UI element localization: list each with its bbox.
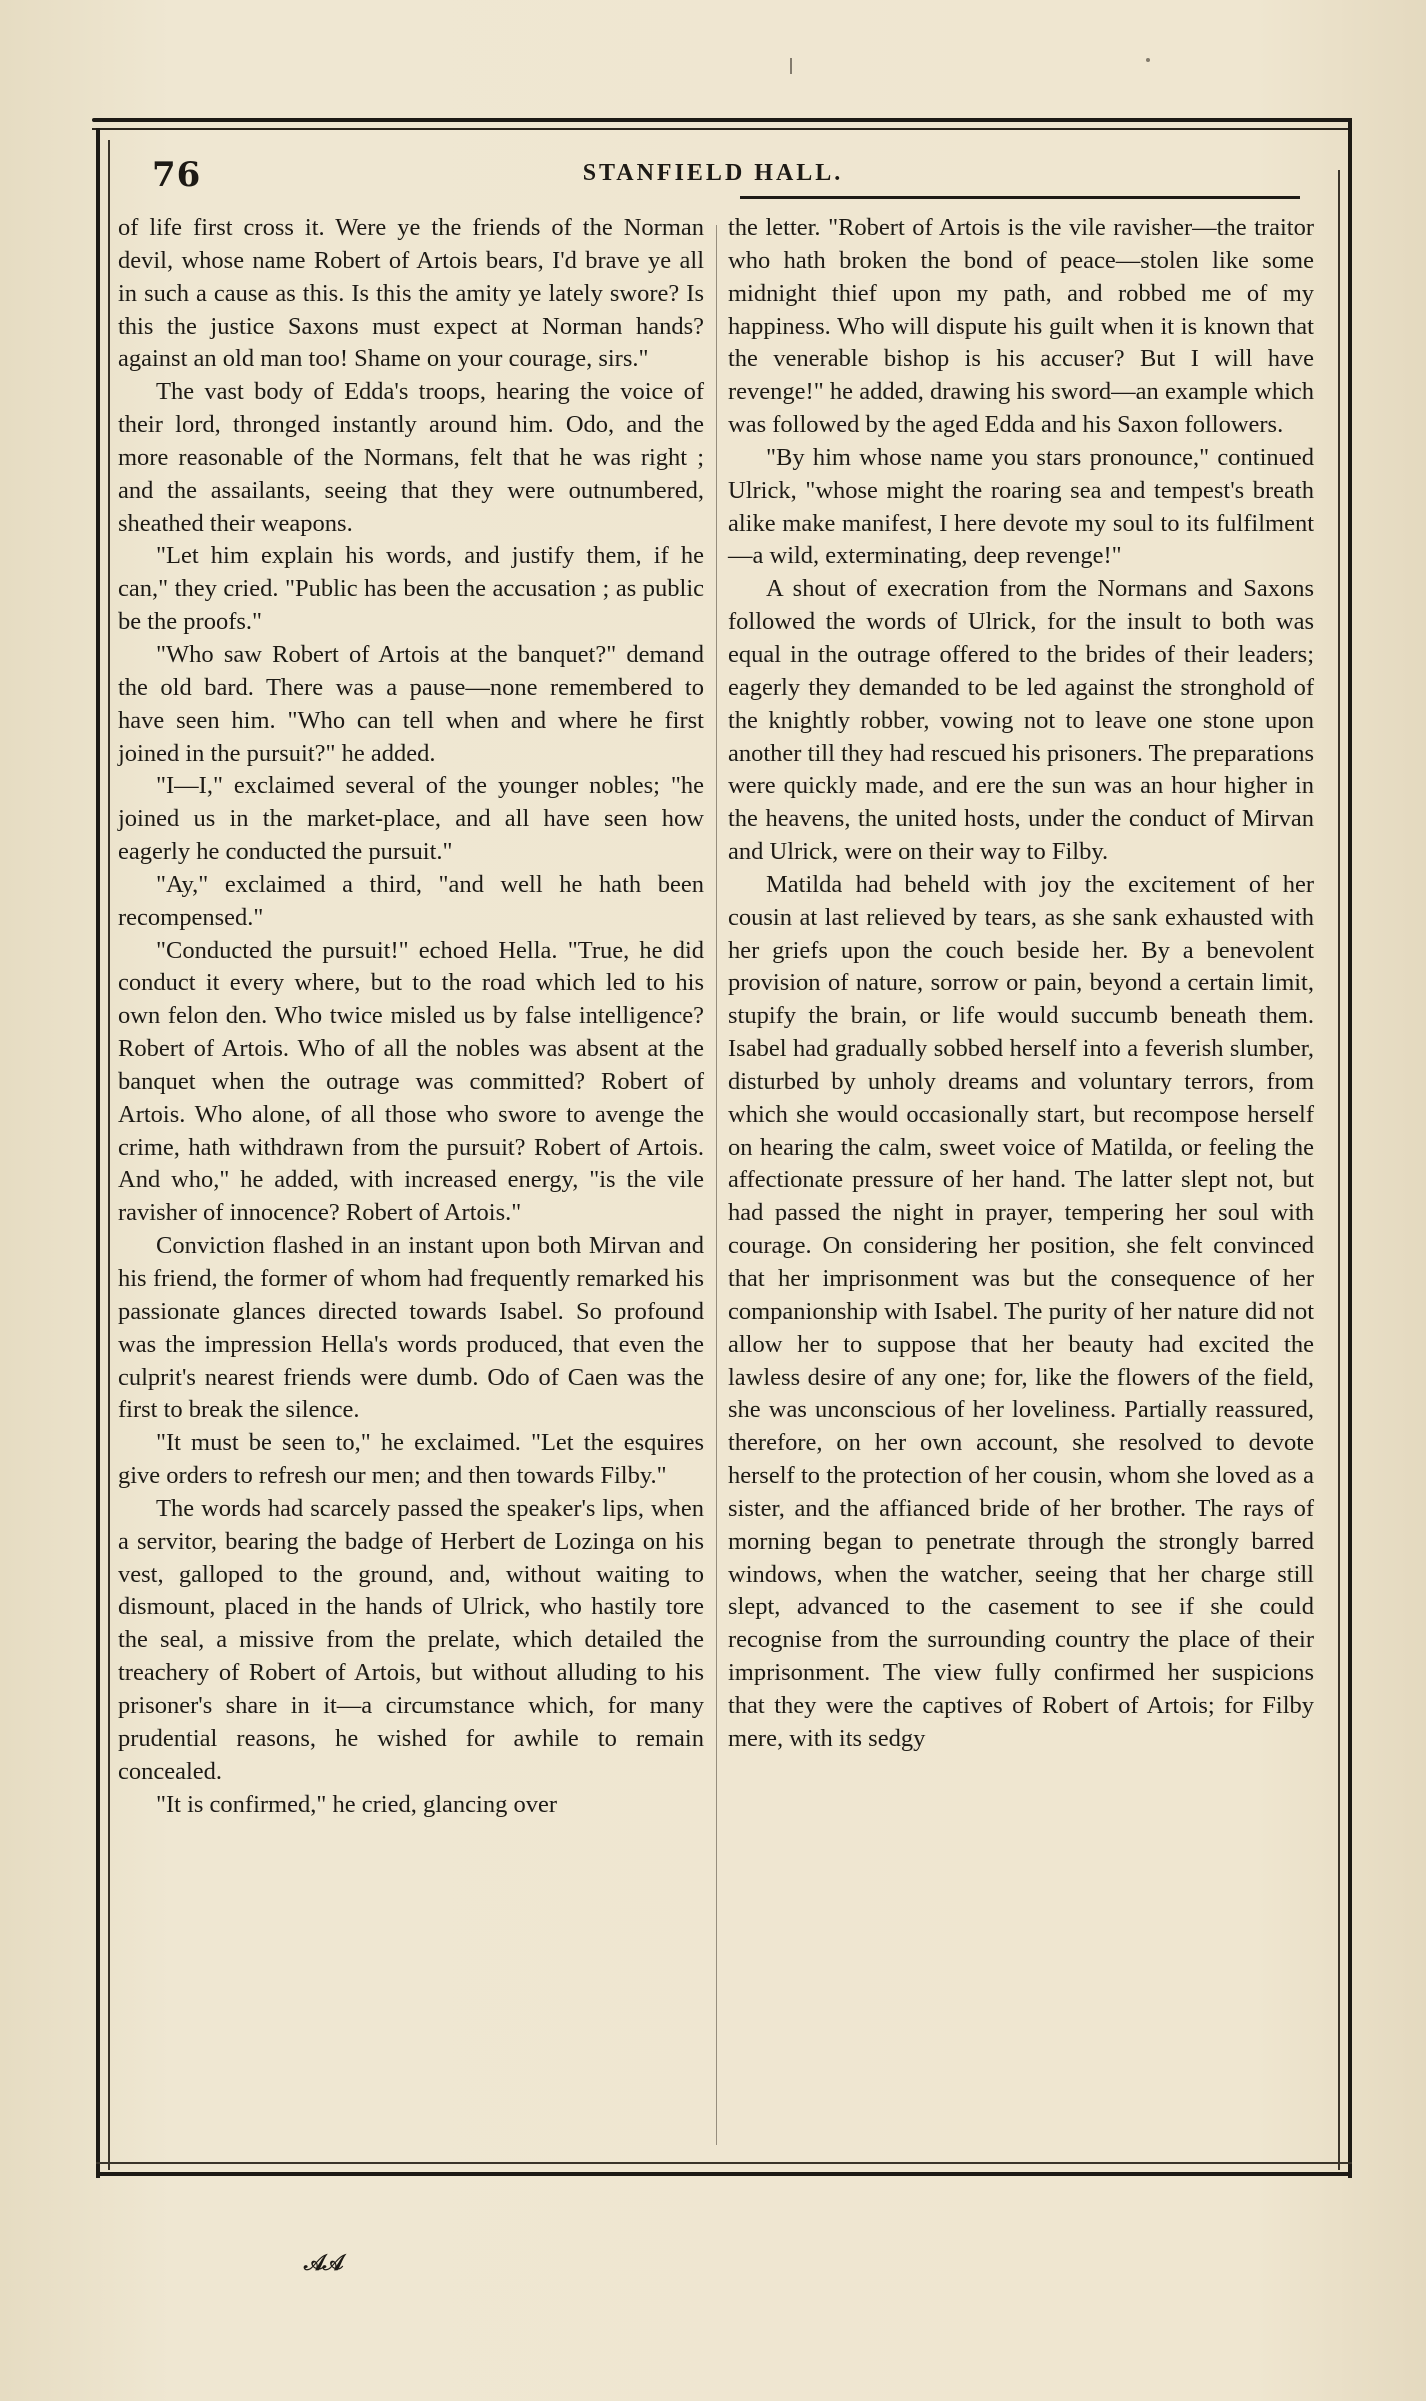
paper-mark (1146, 58, 1150, 62)
header-rule (740, 196, 1300, 199)
top-border-rule-inner (92, 128, 1352, 130)
paper-mark (790, 58, 792, 74)
signature-mark: 𝒜𝒜 (304, 2250, 342, 2276)
running-title: STANFIELD HALL. (582, 160, 844, 186)
paragraph: The words had scarcely passed the speaker's lips, when a servitor, bearing the badge of Herbert de Lozinga on his vest, galloped to the ground, and, without waiting to dismount, placed in the hands of Ulrick, who hastily tore the seal, a missive from the prelate, which detailed the treachery of Robert of Artois, but without alluding to his prisoner's share in it—a circumstance which, for many prudential reasons, he wished for awhile to remain concealed. (118, 1494, 704, 1785)
paragraph: "It is confirmed," he cried, glancing over (156, 1790, 557, 1818)
bottom-border-rule-inner (96, 2162, 1352, 2164)
paragraph: "Let him explain his words, and justify them, if he can," they cried. "Public has been the accusation ; as public be the proofs." (118, 542, 704, 636)
paragraph: "Who saw Robert of Artois at the banquet?" demand the old bard. There was a pause—none remembered to have seen him. "Who can tell when and where he first joined in the pursuit?" he added. (118, 640, 704, 767)
paragraph: of life first cross it. Were ye the friends of the Norman devil, whose name Robert of Artois bears, I'd brave ye all in such a cause as this. Is this the amity ye lately swore? Is this the justice Saxons must expect at Norman hands? against an old man too! Shame on your courage, sirs." (118, 214, 704, 373)
right-border-rule (1348, 118, 1352, 2178)
left-border-rule-inner (108, 140, 110, 2170)
paragraph: Matilda had beheld with joy the excitement of her cousin at last relieved by tears, as she sank exhausted with her griefs upon the couch beside her. By a benevolent provision of nature, sorrow or pain, beyond a certain limit, stupify the brain, or life would succumb beneath them. Isabel had gradually sobbed herself into a feverish slumber, disturbed by unholy dreams and voluntary terrors, from which she would occasionally start, but recompose herself on hearing the calm, sweet voice of Matilda, or feeling the affectionate pressure of her hand. The latter slept not, but had passed the night in prayer, tempering her soul with courage. On considering her position, she felt convinced that her imprisonment was but the consequence of her companionship with Isabel. The purity of her nature did not allow her to suppose that her beauty had excited the lawless desire of any one; for, like the flowers of the field, she was unconscious of her loveliness. Partially reassured, therefore, on her own account, she resolved to devote herself to the protection of her cousin, whom she loved as a sister, and the affianced bride of her brother. The rays of morning began to penetrate through the strongly barred windows, when the watcher, seeing that her charge still slept, advanced to the casement to see if she could recognise from the surrounding country the place of their imprisonment. The view fully confirmed her suspicions that they were the captives of Robert of Artois; for Filby mere, with its sedgy (728, 870, 1314, 1752)
right-text-column (728, 212, 1314, 1756)
paragraph: "By him whose name you stars pronounce," continued Ulrick, "whose might the roaring sea and tempest's breath alike make manifest, I here devote my soul to its fulfilment—a wild, exterminating, deep revenge!" (728, 443, 1314, 570)
left-border-rule (96, 128, 100, 2178)
paragraph: "Ay," exclaimed a third, "and well he hath been recompensed." (118, 870, 704, 931)
paragraph: "I—I," exclaimed several of the younger nobles; "he joined us in the market-place, and all have seen how eagerly he conducted the pursuit." (118, 772, 704, 866)
column-divider (716, 225, 717, 2145)
right-border-rule-inner (1338, 170, 1340, 2170)
paragraph: Conviction flashed in an instant upon both Mirvan and his friend, the former of whom had frequently remarked his passionate glances directed towards Isabel. So profound was the impression Hella's words produced, that even the culprit's nearest friends were dumb. Odo of Caen was the first to break the silence. (118, 1232, 704, 1424)
paragraph: "It must be seen to," he exclaimed. "Let the esquires give orders to refresh our men; and then towards Filby." (118, 1429, 704, 1490)
bottom-border-rule (96, 2172, 1352, 2176)
page-number: 76 (152, 155, 202, 195)
left-text-column (118, 212, 704, 1821)
top-border-rule (92, 118, 1352, 122)
paragraph: the letter. "Robert of Artois is the vile ravisher—the traitor who hath broken the bond of peace—stolen like some midnight thief upon my path, and robbed me of my happiness. Who will dispute his guilt when it is known that the venerable bishop is his accuser? But I will have revenge!" he added, drawing his sword—an example which was followed by the aged Edda and his Saxon followers. (728, 214, 1314, 439)
paragraph: The vast body of Edda's troops, hearing the voice of their lord, thronged instantly around him. Odo, and the more reasonable of the Normans, felt that he was right ; and the assailants, seeing that they were outnumbered, sheathed their weapons. (118, 378, 704, 537)
paragraph: A shout of execration from the Normans and Saxons followed the words of Ulrick, for the insult to both was equal in the outrage offered to the brides of their leaders; eagerly they demanded to be led against the stronghold of the knightly robber, vowing not to leave one stone upon another till they had rescued his prisoners. The preparations were quickly made, and ere the sun was an hour higher in the heavens, the united hosts, under the conduct of Mirvan and Ulrick, were on their way to Filby. (728, 575, 1314, 866)
paragraph: "Conducted the pursuit!" echoed Hella. "True, he did conduct it every where, but to the road which led to his own felon den. Who twice misled us by false intelligence? Robert of Artois. Who of all the nobles was absent at the banquet when the outrage was committed? Robert of Artois. Who alone, of all those who swore to avenge the crime, hath withdrawn from the pursuit? Robert of Artois. And who," he added, with increased energy, "is the vile ravisher of innocence? Robert of Artois." (118, 936, 704, 1227)
